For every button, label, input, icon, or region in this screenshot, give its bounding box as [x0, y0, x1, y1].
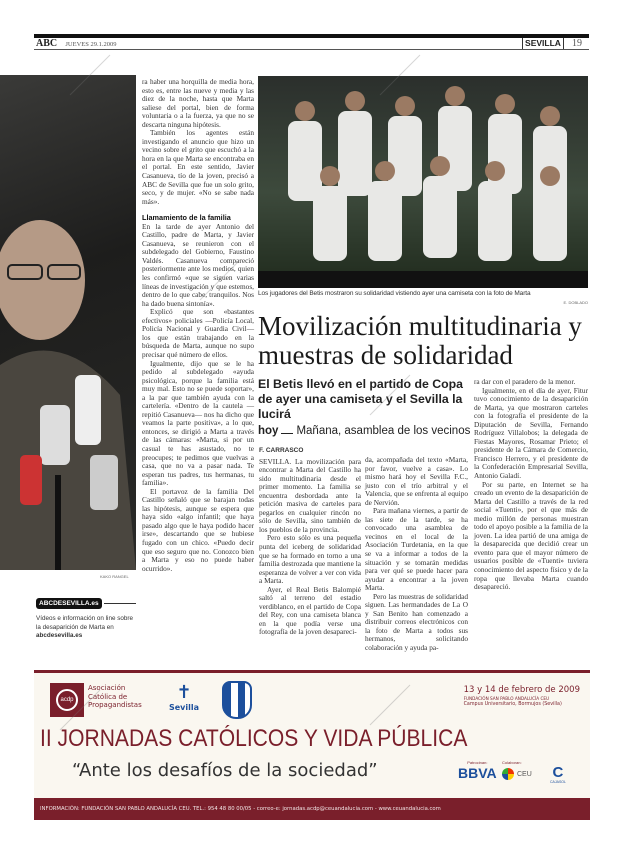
paragraph: Igualmente, en el día de ayer, Fitur tuvo conocimiento de la desaparición de Marta, ya que mostraron carteles con la fotografía el presidente de la Diputación de Sevilla, Fernando Rodríguez Villalobos; la delegada de Fiestas Mayores, Rosamar Prieto; el presidente de la Cámara de Comercio, Francisco Herrero, y el presidente de la Confederación Empresarial Sevilla, Antonio Galadí. [474, 385, 588, 481]
kicker [258, 425, 471, 438]
subheading: Llamamiento de la familia [142, 213, 231, 223]
section-name: SEVILLA [522, 38, 564, 49]
paragraph: Pero esto sólo es una pequeña punta del iceberg de solidaridad que se ha formado en torno a una familia destrozada que mantiene la esperanza de volver a ver con vida a Marta. [259, 533, 361, 586]
deck: El Betis llevó en el partido de Copa de ayer una camiseta y el Sevilla la lucirá [258, 377, 463, 421]
paragraph: ra haber una horquilla de media hora, esto es, entre las nueve y media y las diez de la noche, hasta que Marta saliese del portal, bien de forma voluntaria o a la fuerza, ya que no se descarta ninguna hipótesis. [142, 77, 254, 129]
cajasol-logo: C CAJASOL [550, 764, 566, 784]
photo-illustration [0, 75, 136, 570]
spokesman-photo [0, 75, 136, 570]
sevilla-diocese-logo: ✝ Sevilla [164, 681, 204, 721]
promo-text: Vídeos e información on line sobre la desaparición de Marta en [36, 615, 133, 631]
ceu-logo-icon [502, 768, 514, 780]
event-subtitle: “Ante los desafíos de la sociedad” [72, 760, 378, 781]
org-name: Asociación Católica de Propagandistas [88, 684, 142, 709]
promo-link[interactable]: abcdesevilla.es [36, 632, 83, 639]
paragraph: En la tarde de ayer Antonio del Castillo, padre de Marta, y Javier Casanueva, se reunieron con el subdelegado del Gobierno, Faustino Valdés. Casanueva compareció posteriormente ante los medios, quien les confirmó «que se siguen varias líneas de investigación y que estemos, dentro de lo que cabe, tranquilos. Nos ha dado buena sintonía». [142, 221, 254, 308]
event-venue: FUNDACIÓN SAN PABLO ANDALUCÍA CEU [463, 696, 550, 701]
photo-caption: Los jugadores del Betis mostraron su solidaridad vistiendo ayer una camiseta con la foto de Marta [258, 290, 531, 297]
header-left [36, 38, 116, 50]
article-column-2 [365, 456, 468, 653]
acdp-logo: acdp [50, 683, 84, 717]
paragraph: Explicó que son «bastantes efectivos» policiales —Policía Local, Policía Nacional y Guardia Civil— los que están trabajando en la búsqueda de Marta, aunque no supo precisar qué número de ellos. [142, 307, 254, 359]
paragraph: SEVILLA. La movilización para encontrar a Marta del Castillo ha sido multitudinaria desde el primer momento. La familia se encuentra desbordada ante la petición masiva de carteles para pegarlos en cualquier rincón no sólo de Sevilla, sino también de los pueblos de la provincia. [259, 456, 361, 534]
event-info [464, 685, 580, 708]
kicker-rule [281, 433, 293, 434]
paragraph: También los agentes están investigando el anuncio que hizo un vecino sobre el grito que escuchó a la hora en la que Marta se encontraba en el portal. En este sentido, Javier Casanueva, tío de la joven, precisó a ABC de Sevilla que fue un solo grito, seco, y de mujer. «No se sabe nada más». [142, 128, 254, 206]
paragraph: da, acompañada del texto «Marta, por favor, vuelve a casa». Lo mismo hará hoy el Sevilla F.C., justo con el trío arbitral y el Valencia, que se enfrenta al equipo de Nervión. [365, 455, 468, 507]
cross-icon: ✝ [176, 682, 192, 702]
coat-of-arms-icon [222, 681, 252, 719]
promo-rule [104, 603, 136, 604]
advertisement[interactable] [34, 670, 590, 820]
paragraph: ra dar con el paradero de la menor. [474, 377, 576, 386]
paragraph: Para mañana viernes, a partir de las siete de la tarde, se ha convocado una asamblea de vecinos en el local de la Asociación Turdetania, en la que se va a informar a todos de la situación y se tomarán medidas para ver qué se puede hacer para ayudar a encontrar a la joven Marta. [365, 506, 468, 593]
cajasol-icon: C [552, 764, 564, 781]
headline: Movilización multitudinaria y muestras de solidaridad [258, 311, 582, 370]
paragraph: Ayer, el Real Betis Balompié saltó al terreno del estadio verdiblanco, en el partido de Copa del Rey, con una camiseta blanca en la que podía verse una fotografía de la joven desapareci- [259, 584, 361, 637]
paragraph: Pero las muestras de solidaridad siguen. Las hermandades de La O y San Benito han comenzado a distribuir correos electrónicos con la foto de Marta a todos sus hermanos, solicitando colaboración y ayuda pa- [365, 591, 468, 653]
page-number: 19 [572, 38, 582, 49]
paragraph: El portavoz de la familia Del Castillo señaló que se barajan todas las hipótesis, aunque se espera que haya sido «algo infantil; que haya pasado algo que le haya podido hacer irse», descartando que se hubiese fugado con un chico. «Puedo decir que eso seguro que no. Conozco bien a Marta y eso no puede haber ocurrido». [142, 486, 254, 573]
web-promo [36, 598, 136, 641]
team-illustration [258, 76, 588, 288]
ceu-logo: CEU [517, 770, 532, 778]
article-column-3 [474, 378, 588, 592]
issue-date: JUEVES 29.1.2009 [65, 41, 117, 48]
abcdesevilla-logo: ABCDESEVILLA.es [36, 598, 102, 609]
article-column-1 [259, 447, 361, 637]
ad-footer-info: INFORMACIÓN: FUNDACIÓN SAN PABLO ANDALUCÍA CEU. TEL.: 954 48 80 00/05 - correo-e: jornadas.acdp@ceuandalucia.com - www.ceuandalucia.com [34, 798, 590, 820]
photo-credit: E. DOBLADO [563, 300, 588, 305]
article-continuation-column [142, 78, 254, 573]
byline: F. CARRASCO [259, 447, 304, 454]
paragraph: Por su parte, en Internet se ha creado un evento de la desaparición de Marta del Castillo a través de la red social «Tuenti», por el que más de medio millón de personas muestran todo el apoyo posible a la familia de la joven. La idea partió de una amiga de la desaparecida que decidió crear un evento para que el mayor número de usuarios posible de «Tuenti» tuviera conocimiento del aspecto físico y de la ropa que llevaba Marta cuando desapareció. [474, 479, 588, 592]
header-rule-bottom [34, 49, 589, 50]
header-rule [34, 34, 589, 38]
kicker-text: Mañana, asamblea de los vecinos [296, 425, 471, 437]
event-campus: Campus Universitario, Bormujos (Sevilla) [463, 702, 562, 707]
sponsor-bbva: Patrocinan: BBVA [458, 760, 497, 781]
kicker-label: hoy [258, 425, 279, 437]
betis-team-photo [258, 76, 588, 288]
event-date: 13 y 14 de febrero de 2009 [463, 685, 580, 695]
event-title: II JORNADAS CATÓLICOS Y VIDA PÚBLICA [40, 725, 468, 752]
photo-credit-left: KAKO RANGEL [100, 574, 129, 579]
paper-name: ABC [36, 38, 58, 49]
collaborators: Colaboran: CEU [502, 760, 532, 780]
paragraph: Igualmente, dijo que se le ha pedido al subdelegado «ayuda psicológica, porque la familia está muy mal. Esto no se puede soportar», a la par que también ayuda con la cartelería. «Dentro de la cautela —repitió Casanueva— nos ha dicho que veamos la parte positiva», a lo que, entonces, se dirigió a Marta a través de las cámaras: «Marta, si por un casual te has asustado, no te preocupes; te pedimos que vuelvas a casa, que no va a pasar nada. Te esperan tus padres, tus hermanas, tu familia». [142, 358, 254, 488]
